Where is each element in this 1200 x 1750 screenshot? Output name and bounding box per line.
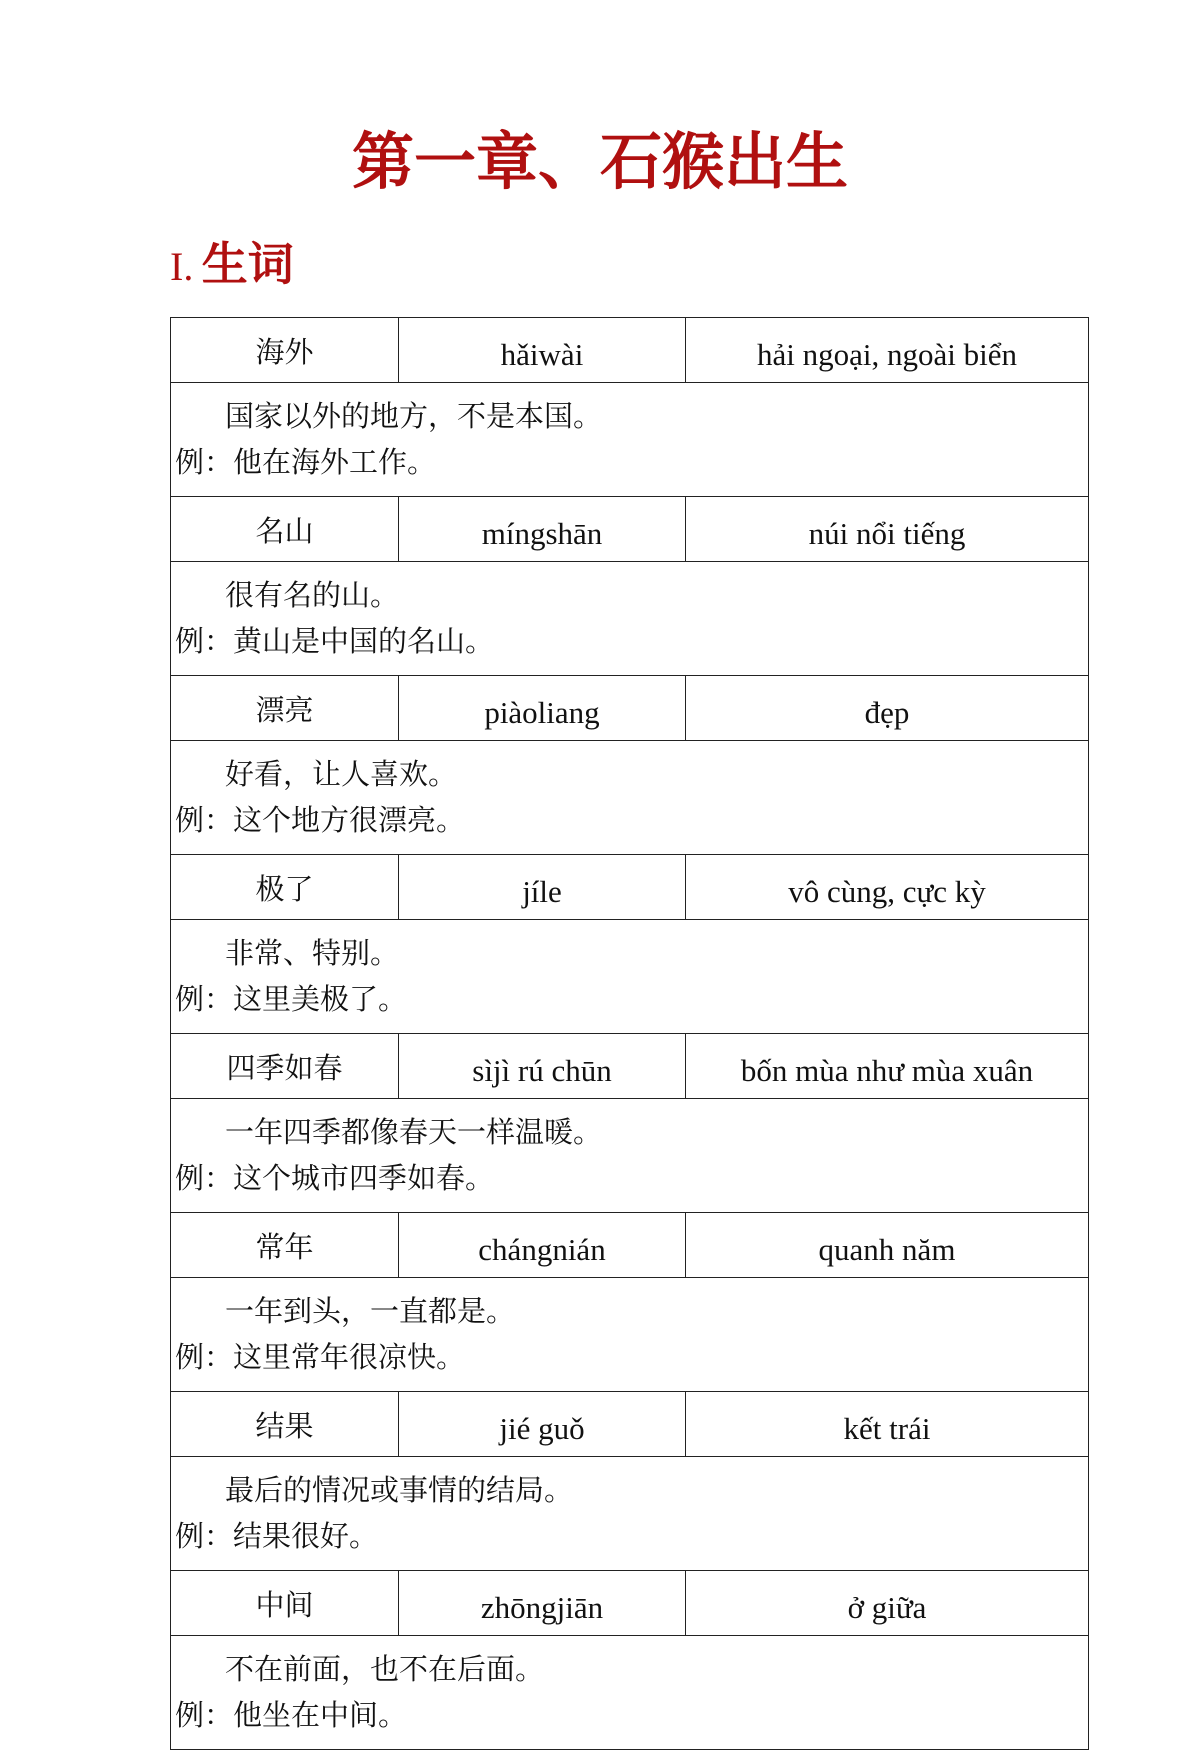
vocab-pinyin: jíle xyxy=(399,855,686,920)
vocab-example: 他坐在中间。 xyxy=(233,1698,408,1732)
vocab-word-row xyxy=(171,1034,1089,1099)
vocab-example-line xyxy=(175,1334,1088,1380)
vocab-meaning: kết trái xyxy=(686,1392,1089,1457)
vocab-definition: 国家以外的地方，不是本国。 xyxy=(225,399,603,433)
vocab-word-row xyxy=(171,1213,1089,1278)
vocab-word: 中间 xyxy=(171,1571,399,1636)
vocab-definition: 不在前面，也不在后面。 xyxy=(225,1652,545,1686)
vocab-table-body xyxy=(171,318,1089,1750)
vocab-word: 漂亮 xyxy=(171,676,399,741)
vocab-pinyin: míngshān xyxy=(399,497,686,562)
example-prefix: 例： xyxy=(175,1161,234,1195)
vocab-definition-row xyxy=(171,920,1089,1034)
vocab-example: 黄山是中国的名山。 xyxy=(233,624,495,658)
vocab-definition-cell xyxy=(171,1457,1089,1571)
vocab-definition: 非常、特别。 xyxy=(225,936,400,970)
vocab-definition-row xyxy=(171,1099,1089,1213)
vocab-word: 海外 xyxy=(171,318,399,383)
vocab-definition-cell xyxy=(171,741,1089,855)
vocab-meaning: bốn mùa như mùa xuân xyxy=(686,1034,1089,1099)
vocab-pinyin: zhōngjiān xyxy=(399,1571,686,1636)
vocab-pinyin: sìjì rú chūn xyxy=(399,1034,686,1099)
vocab-meaning: quanh năm xyxy=(686,1213,1089,1278)
vocab-pinyin: piàoliang xyxy=(399,676,686,741)
vocab-example: 这里常年很凉快。 xyxy=(233,1340,466,1374)
vocab-definition: 最后的情况或事情的结局。 xyxy=(225,1473,574,1507)
section-number: I. xyxy=(170,244,194,289)
vocab-meaning: vô cùng, cực kỳ xyxy=(686,855,1089,920)
vocab-definition-cell xyxy=(171,562,1089,676)
vocab-word-row xyxy=(171,1571,1089,1636)
vocab-example: 这里美极了。 xyxy=(233,982,408,1016)
vocab-definition: 一年四季都像春天一样温暖。 xyxy=(225,1115,603,1149)
vocab-definition-cell xyxy=(171,920,1089,1034)
vocab-definition-row xyxy=(171,1278,1089,1392)
vocab-word: 四季如春 xyxy=(171,1034,399,1099)
example-prefix: 例： xyxy=(175,803,234,837)
vocab-definition: 一年到头，一直都是。 xyxy=(225,1294,516,1328)
vocab-example: 这个城市四季如春。 xyxy=(233,1161,495,1195)
vocab-table xyxy=(170,317,1089,1750)
example-prefix: 例： xyxy=(175,445,234,479)
section-label: 生词 xyxy=(201,237,294,291)
vocab-pinyin: chángnián xyxy=(399,1213,686,1278)
chapter-title: 第一章、石猴出生 xyxy=(351,125,848,198)
example-prefix: 例： xyxy=(175,1698,234,1732)
example-prefix: 例： xyxy=(175,624,234,658)
section-heading xyxy=(170,236,294,300)
vocab-word: 常年 xyxy=(171,1213,399,1278)
vocab-definition: 很有名的山。 xyxy=(225,578,400,612)
vocab-definition-row xyxy=(171,383,1089,497)
vocab-definition-row xyxy=(171,1457,1089,1571)
vocab-example-line xyxy=(175,976,1088,1022)
example-prefix: 例： xyxy=(175,982,234,1016)
vocab-example: 他在海外工作。 xyxy=(233,445,437,479)
example-prefix: 例： xyxy=(175,1340,234,1374)
example-prefix: 例： xyxy=(175,1519,234,1553)
vocab-pinyin: hǎiwài xyxy=(399,318,686,383)
vocab-pinyin: jié guǒ xyxy=(399,1392,686,1457)
vocab-word-row xyxy=(171,855,1089,920)
vocab-definition: 好看，让人喜欢。 xyxy=(225,757,458,791)
vocab-example: 结果很好。 xyxy=(233,1519,379,1553)
vocab-definition-row xyxy=(171,562,1089,676)
vocab-word: 名山 xyxy=(171,497,399,562)
vocab-example-line xyxy=(175,1513,1088,1559)
vocab-meaning: núi nổi tiếng xyxy=(686,497,1089,562)
vocab-definition-row xyxy=(171,741,1089,855)
vocab-example-line xyxy=(175,1155,1088,1201)
vocab-meaning: đẹp xyxy=(686,676,1089,741)
vocab-definition-cell xyxy=(171,1099,1089,1213)
vocab-meaning: hải ngoại, ngoài biển xyxy=(686,318,1089,383)
vocab-example-line xyxy=(175,797,1088,843)
vocab-example-line xyxy=(175,439,1088,485)
vocab-definition-cell xyxy=(171,1278,1089,1392)
vocab-definition-row xyxy=(171,1636,1089,1750)
vocab-word-row xyxy=(171,1392,1089,1457)
vocab-example-line xyxy=(175,1692,1088,1738)
vocab-word: 结果 xyxy=(171,1392,399,1457)
vocab-word-row xyxy=(171,676,1089,741)
vocab-word-row xyxy=(171,318,1089,383)
vocab-meaning: ở giữa xyxy=(686,1571,1089,1636)
vocab-definition-cell xyxy=(171,383,1089,497)
vocab-word-row xyxy=(171,497,1089,562)
vocab-word: 极了 xyxy=(171,855,399,920)
vocab-definition-cell xyxy=(171,1636,1089,1750)
vocab-example: 这个地方很漂亮。 xyxy=(233,803,466,837)
vocab-example-line xyxy=(175,618,1088,664)
